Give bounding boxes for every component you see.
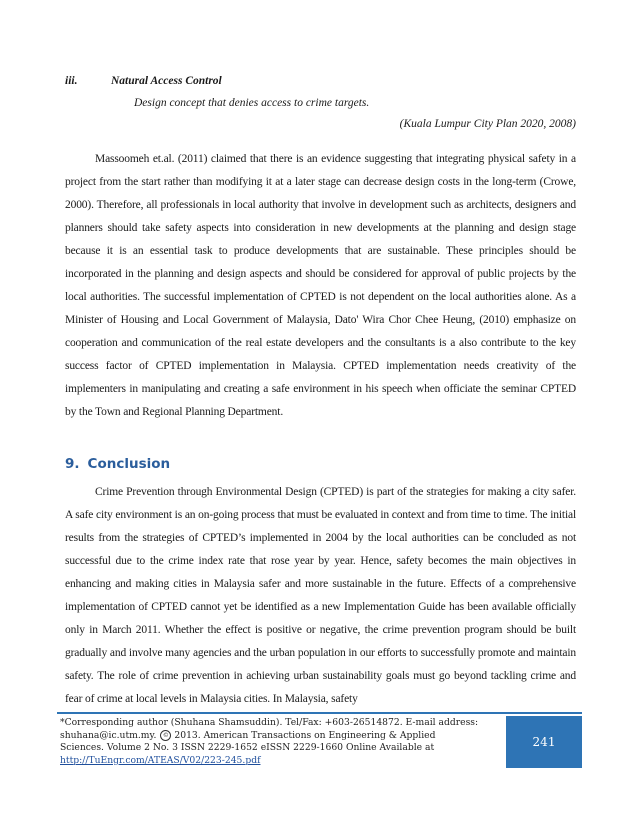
list-item-citation: (Kuala Lumpur City Plan 2020, 2008) — [399, 118, 576, 130]
body-paragraph-1: Massoomeh et.al. (2011) claimed that there is an evidence suggesting that integrating physical safety in a project from the start rather than modifying it at a later stage can decrease design costs in the long-term (Crowe, 2000). Therefore, all professionals in local authority that involve in development such as architects, designers and planners should take safety aspects into consideration in new developments at the planning and design stage because it is an essential task to produce developments that are sustainable. These principles should be incorporated in the planning and design aspects and should be considered for approval of public projects by the local authorities. The successful implementation of CPTED is not dependent on the local authorities alone. As a Minister of Housing and Local Government of Malaysia, Dato' Wira Chor Chee Heung, (2010) emphasize on cooperation and communication of the real estate developers and the consultants is a also contribute to the key success factor of CPTED implementation in Malaysia. CPTED implementation needs creativity of the implementers in manipulating and creating a safe environment in his speech when officiate the seminar CPTED by the Town and Regional Planning Department. — [65, 153, 576, 418]
list-item-number: iii. — [65, 75, 78, 87]
section-heading — [65, 456, 170, 472]
copyright-icon: © — [160, 730, 171, 741]
footer-note — [60, 717, 493, 767]
list-item-heading — [65, 75, 222, 87]
footer-line-2 — [60, 730, 493, 743]
section-title: Conclusion — [87, 456, 171, 472]
page-number-box — [506, 716, 582, 768]
list-item-title: Natural Access Control — [111, 75, 222, 87]
page-number: 241 — [532, 735, 556, 749]
footer-article-link[interactable]: http://TuEngr.com/ATEAS/V02/223-245.pdf — [60, 754, 261, 766]
footer-rule — [57, 712, 582, 714]
body-paragraph-2: Crime Prevention through Environmental Design (CPTED) is part of the strategies for making a city safer. A safe city environment is an on-going process that must be evaluated in context and from time to time. The initial results from the strategies of CPTED’s implemented in 2004 by the local authorities can be concluded as not successful due to the crime index rate that rose year by year. Hence, safety becomes the main objectives in enhancing and making cities in Malaysia safer and more sustainable in the future. Effects of a comprehensive implementation of CPTED cannot yet be identified as a new Implementation Guide has been available officially only in March 2011. Whether the effect is positive or negative, the crime prevention program should be built gradually and involve many agencies and the urban population in our efforts to successfully promote and maintain safety. The role of crime prevention in achieving urban sustainability goals must go beyond tackling crime and fear of crime at local levels in Malaysia cities. In Malaysia, safety — [65, 486, 576, 705]
list-item-definition: Design concept that denies access to crime targets. — [134, 97, 370, 109]
footer-copyright: 2013. American Transactions on Engineering & Applied — [174, 729, 436, 741]
section-number: 9. — [65, 456, 80, 472]
page-footer — [57, 712, 582, 804]
footer-line-1: *Corresponding author (Shuhana Shamsuddin). Tel/Fax: +603-26514872. E-mail address: — [60, 717, 479, 728]
footer-line-3: Sciences. Volume 2 No. 3 ISSN 2229-1652 eISSN 2229-1660 Online Available at — [60, 742, 435, 753]
footer-email: shuhana@ic.utm.my. — [60, 729, 157, 741]
